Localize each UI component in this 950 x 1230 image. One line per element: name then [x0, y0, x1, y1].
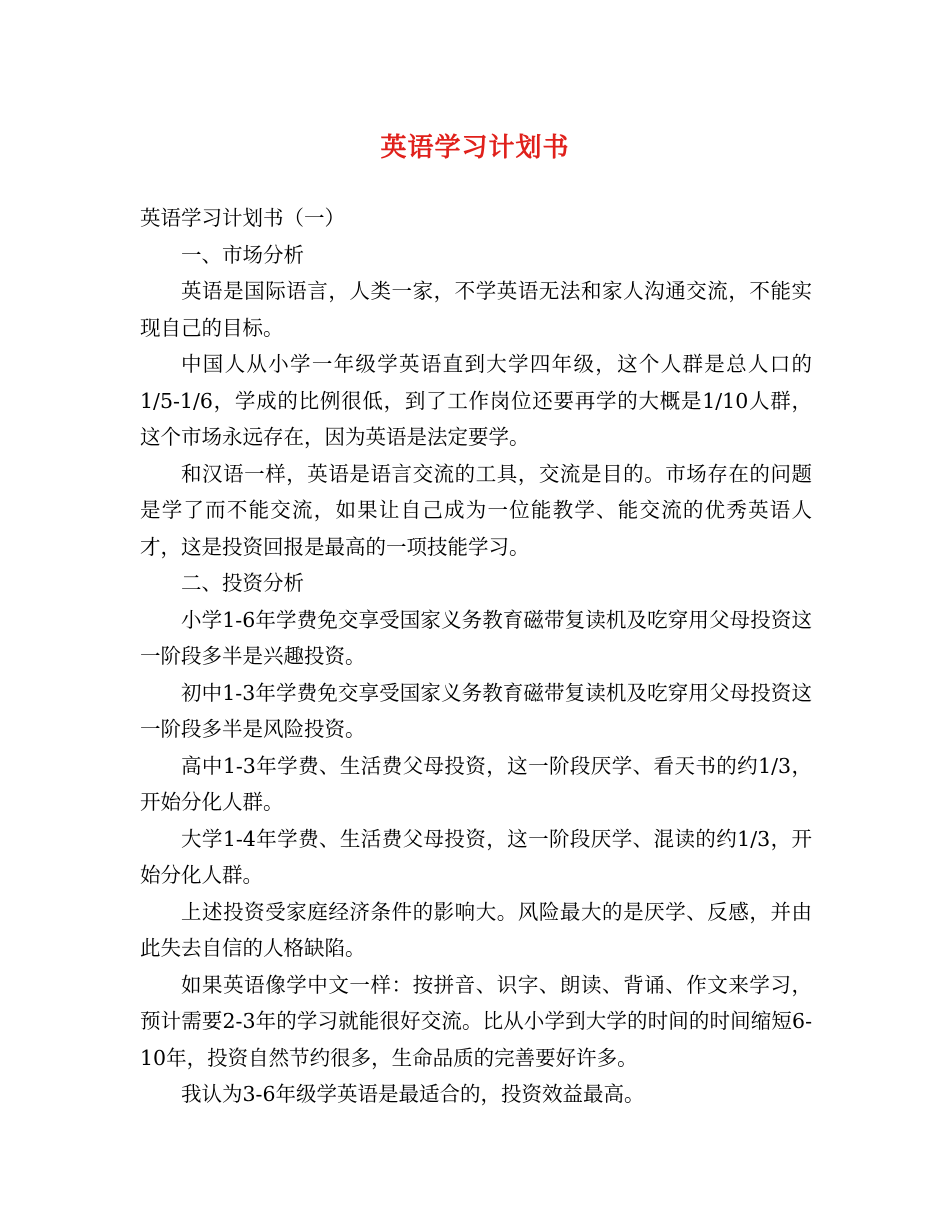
- paragraph: 我认为3-6年级学英语是最适合的，投资效益最高。: [181, 1082, 645, 1106]
- paragraph: 英语是国际语言，人类一家，不学英语无法和家人沟通交流，不能实现自己的目标。: [140, 279, 812, 340]
- paragraph: 英语学习计划书（一）: [140, 206, 345, 230]
- paragraph: 一、市场分析: [181, 242, 304, 267]
- paragraph: 高中1-3年学费、生活费父母投资，这一阶段厌学、看天书的约1/3，开始分化人群。: [140, 753, 812, 814]
- paragraph: 中国人从小学一年级学英语直到大学四年级，这个人群是总人口的1/5-1/6，学成的比例很低，到了工作岗位还要再学的大概是1/10人群，这个市场永远存在，因为英语是法定要学。: [140, 352, 812, 449]
- paragraph: 如果英语像学中文一样：按拼音、识字、朗读、背诵、作文来学习，预计需要2-3年的学习就能很好交流。比从小学到大学的时间的时间缩短6-10年，投资自然节约很多，生命品质的完善要好许多。: [140, 972, 812, 1070]
- paragraph: 小学1-6年学费免交享受国家义务教育磁带复读机及吃穿用父母投资这一阶段多半是兴趣投资。: [140, 607, 812, 668]
- paragraph: 和汉语一样，英语是语言交流的工具，交流是目的。市场存在的问题是学了而不能交流，如果让自己成为一位能教学、能交流的优秀英语人才，这是投资回报是最高的一项技能学习。: [140, 461, 812, 559]
- paragraph: 初中1-3年学费免交享受国家义务教育磁带复读机及吃穿用父母投资这一阶段多半是风险投资。: [140, 680, 812, 741]
- document-body: [140, 200, 812, 1113]
- paragraph: 上述投资受家庭经济条件的影响大。风险最大的是厌学、反感，并由此失去自信的人格缺陷。: [140, 899, 812, 960]
- paragraph: 二、投资分析: [181, 571, 304, 595]
- paragraph: 大学1-4年学费、生活费父母投资，这一阶段厌学、混读的约1/3，开始分化人群。: [140, 826, 812, 887]
- document-title: 英语学习计划书: [380, 133, 570, 163]
